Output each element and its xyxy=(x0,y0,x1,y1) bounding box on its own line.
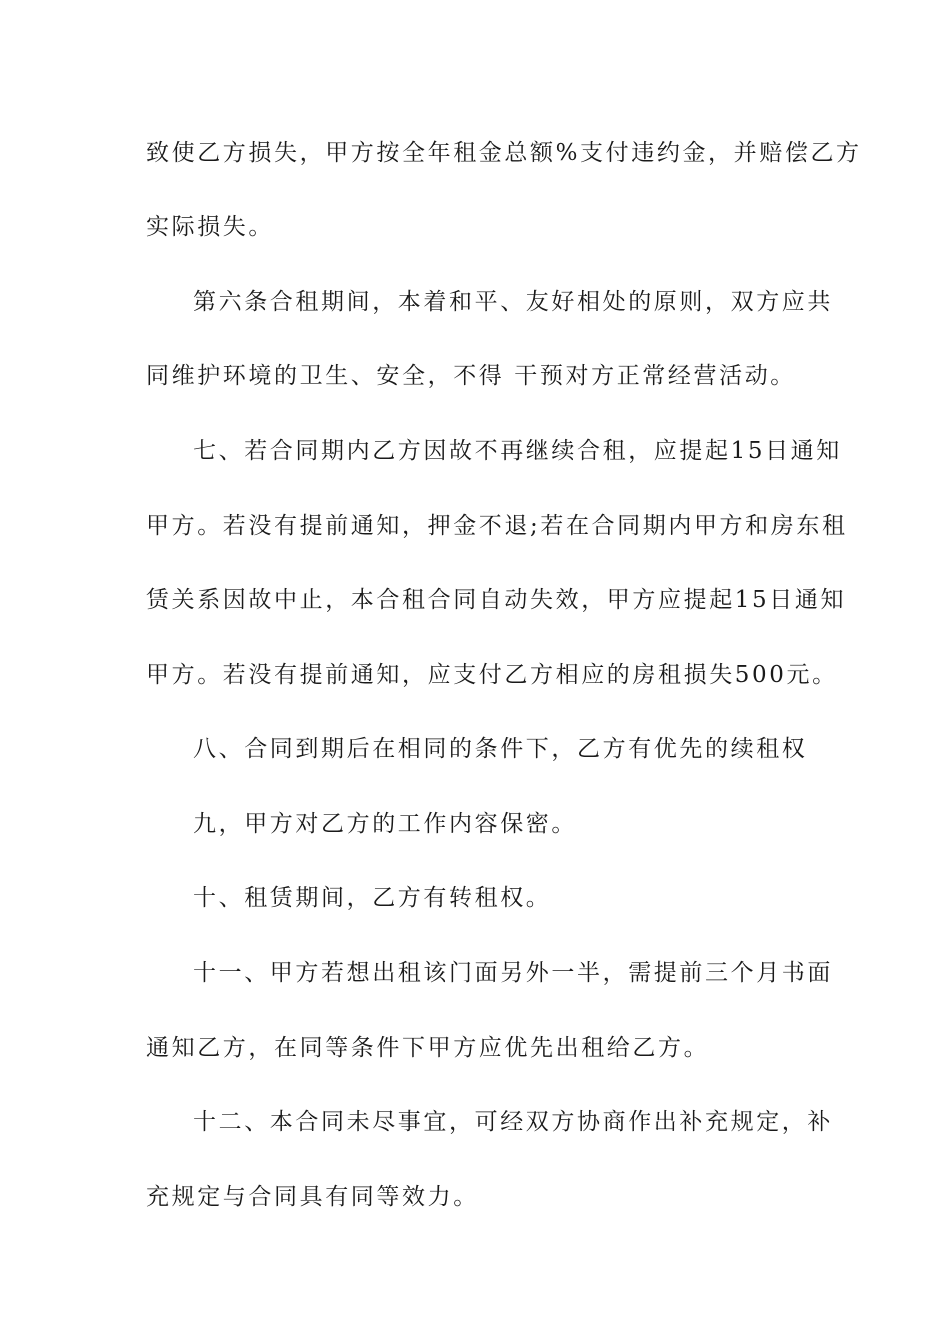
paragraph-11-start: 十一、甲方若想出租该门面另外一半，需提前三个月书面 xyxy=(193,960,833,986)
paragraph-7-start: 七、若合同期内乙方因故不再继续合租，应提起15日通知 xyxy=(193,438,842,464)
paragraph-10: 十、租赁期间，乙方有转租权。 xyxy=(193,885,552,911)
text-line: 实际损失。 xyxy=(146,214,274,240)
text-line: 致使乙方损失，甲方按全年租金总额%支付违约金，并赔偿乙方 xyxy=(146,140,862,166)
paragraph-6-start: 第六条合租期间，本着和平、友好相处的原则，双方应共 xyxy=(193,289,833,315)
paragraph-9: 九，甲方对乙方的工作内容保密。 xyxy=(193,811,577,837)
text-line: 甲方。若没有提前通知，押金不退;若在合同期内甲方和房东租 xyxy=(146,513,848,539)
paragraph-8: 八、合同到期后在相同的条件下，乙方有优先的续租权 xyxy=(193,736,808,762)
text-line: 充规定与合同具有同等效力。 xyxy=(146,1184,479,1210)
text-line: 甲方。若没有提前通知，应支付乙方相应的房租损失500元。 xyxy=(146,662,838,688)
text-line: 通知乙方，在同等条件下甲方应优先出租给乙方。 xyxy=(146,1035,710,1061)
text-line: 赁关系因故中止，本合租合同自动失效，甲方应提起15日通知 xyxy=(146,587,847,613)
paragraph-12-start: 十二、本合同未尽事宜，可经双方协商作出补充规定，补 xyxy=(193,1109,833,1135)
text-line: 同维护环境的卫生、安全，不得 干预对方正常经营活动。 xyxy=(146,363,796,389)
